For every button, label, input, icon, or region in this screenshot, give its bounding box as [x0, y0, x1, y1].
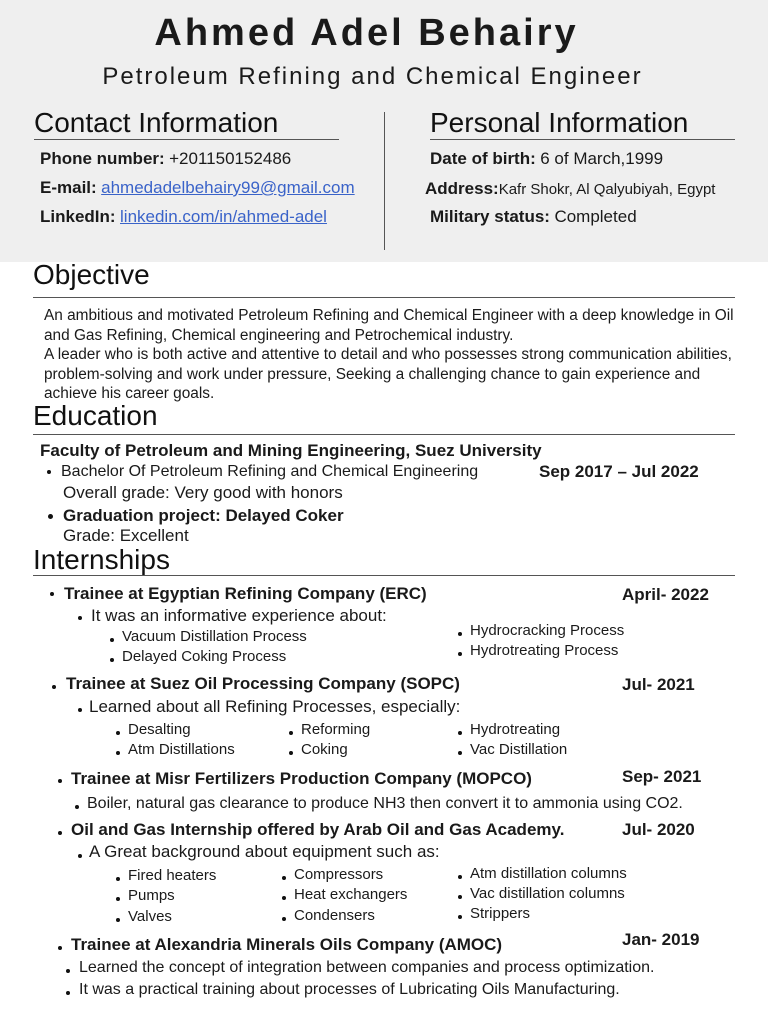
mopco-desc: Boiler, natural gas clearance to produce NH3 then convert it to ammonia using CO2. — [87, 795, 683, 812]
academy-item: Fired heaters — [128, 867, 217, 884]
academy-item: Heat exchangers — [294, 886, 408, 903]
erc-item: Hydrotreating Process — [470, 642, 619, 659]
bullet-icon — [78, 854, 82, 858]
contact-heading: Contact Information — [34, 107, 279, 138]
erc-item: Delayed Coking Process — [122, 648, 287, 665]
email-row — [40, 178, 355, 198]
bullet-icon — [78, 616, 82, 620]
erc-date: April- 2022 — [622, 585, 709, 604]
education-degree: Bachelor Of Petroleum Refining and Chemical Engineering — [61, 463, 479, 480]
mopco-title: Trainee at Misr Fertilizers Production Company (MOPCO) — [71, 769, 532, 788]
education-project: Graduation project: Delayed Coker — [63, 506, 344, 525]
bullet-icon — [58, 831, 62, 835]
internships-heading: Internships — [33, 544, 170, 575]
dob-label: Date of birth: — [430, 149, 536, 168]
objective-rule — [33, 297, 735, 298]
sopc-title: Trainee at Suez Oil Processing Company (SOPC) — [66, 674, 460, 693]
academy-item: Atm distillation columns — [470, 865, 627, 882]
bullet-icon — [66, 969, 70, 973]
bullet-icon — [116, 731, 120, 735]
bullet-icon — [116, 877, 120, 881]
military-row — [430, 207, 637, 227]
bullet-icon — [78, 708, 82, 712]
military-label: Military status: — [430, 207, 550, 226]
academy-item: Condensers — [294, 907, 375, 924]
bullet-icon — [52, 685, 56, 689]
header-divider — [384, 112, 385, 250]
sopc-item: Reforming — [301, 721, 371, 738]
bullet-icon — [458, 751, 462, 755]
amoc-desc-2: It was a practical training about processes of Lubricating Oils Manufacturing. — [79, 981, 620, 998]
bullet-icon — [289, 731, 293, 735]
academy-date: Jul- 2020 — [622, 820, 695, 839]
military-value: Completed — [554, 207, 637, 226]
erc-item: Vacuum Distillation Process — [122, 628, 307, 645]
bullet-icon — [66, 991, 70, 995]
sopc-item: Vac Distillation — [470, 741, 568, 758]
dob-row — [430, 149, 663, 169]
objective-heading: Objective — [33, 259, 150, 290]
phone-label: Phone number: — [40, 149, 165, 168]
sopc-item: Atm Distillations — [128, 741, 235, 758]
bullet-icon — [110, 658, 114, 662]
candidate-name: Ahmed Adel Behairy — [154, 12, 579, 54]
bullet-icon — [116, 918, 120, 922]
erc-intro: It was an informative experience about: — [91, 606, 387, 625]
objective-paragraph-1: An ambitious and motivated Petroleum Refining and Chemical Engineer with a deep knowledge in Oil and Gas Refining, Chemical engineering and Petrochemical industry. — [44, 307, 734, 344]
amoc-title: Trainee at Alexandria Minerals Oils Company (AMOC) — [71, 935, 503, 954]
academy-title: Oil and Gas Internship offered by Arab Oil and Gas Academy. — [71, 820, 565, 839]
email-link[interactable]: ahmedadelbehairy99@gmail.com — [101, 178, 355, 197]
education-school: Faculty of Petroleum and Mining Engineering, Suez University — [40, 441, 542, 460]
education-heading: Education — [33, 400, 158, 431]
sopc-date: Jul- 2021 — [622, 675, 695, 694]
bullet-icon — [110, 638, 114, 642]
sopc-item: Coking — [301, 741, 348, 758]
internships-rule — [33, 575, 735, 576]
education-dates: Sep 2017 – Jul 2022 — [539, 462, 699, 481]
personal-heading: Personal Information — [430, 107, 689, 138]
education-grade: Overall grade: Very good with honors — [63, 483, 343, 502]
erc-item: Hydrocracking Process — [470, 622, 625, 639]
bullet-icon — [58, 946, 62, 950]
academy-item: Strippers — [470, 905, 531, 922]
bullet-icon — [458, 632, 462, 636]
linkedin-link[interactable]: linkedin.com/in/ahmed-adel — [120, 207, 327, 226]
phone-row — [40, 149, 291, 169]
linkedin-row — [40, 207, 327, 227]
candidate-title: Petroleum Refining and Chemical Engineer — [102, 63, 643, 90]
address-label: Address: — [425, 179, 499, 198]
amoc-date: Jan- 2019 — [622, 930, 700, 949]
academy-intro: A Great background about equipment such as: — [89, 842, 440, 861]
linkedin-label: LinkedIn: — [40, 207, 116, 226]
academy-item: Vac distillation columns — [470, 885, 625, 902]
bullet-icon — [48, 514, 53, 519]
email-label: E-mail: — [40, 178, 97, 197]
phone-value: +201150152486 — [169, 149, 292, 168]
bullet-icon — [116, 897, 120, 901]
bullet-icon — [289, 751, 293, 755]
address-row — [425, 179, 715, 199]
academy-item: Pumps — [128, 887, 175, 904]
education-project-grade: Grade: Excellent — [63, 526, 189, 545]
contact-heading-rule — [34, 139, 339, 140]
sopc-item: Hydrotreating — [470, 721, 561, 738]
bullet-icon — [458, 731, 462, 735]
bullet-icon — [47, 470, 51, 474]
bullet-icon — [458, 915, 462, 919]
mopco-date: Sep- 2021 — [622, 767, 702, 786]
personal-heading-rule — [430, 139, 735, 140]
erc-title: Trainee at Egyptian Refining Company (ERC) — [64, 584, 427, 603]
bullet-icon — [282, 896, 286, 900]
amoc-desc-1: Learned the concept of integration between companies and process optimization. — [79, 959, 655, 976]
academy-item: Compressors — [294, 866, 384, 883]
dob-value: 6 of March,1999 — [540, 149, 664, 168]
address-value: Kafr Shokr, Al Qalyubiyah, Egypt — [498, 181, 716, 198]
objective-paragraph-2: A leader who is both active and attentive to detail and who possesses strong communication abilities, problem-solving and work under pressure, Seeking a challenging chance to gain experience and achieve his career goals. — [44, 346, 732, 402]
academy-item: Valves — [128, 908, 172, 925]
bullet-icon — [282, 917, 286, 921]
education-rule — [33, 434, 735, 435]
bullet-icon — [458, 875, 462, 879]
bullet-icon — [116, 751, 120, 755]
bullet-icon — [282, 876, 286, 880]
sopc-item: Desalting — [128, 721, 191, 738]
bullet-icon — [458, 652, 462, 656]
bullet-icon — [58, 779, 62, 783]
bullet-icon — [458, 895, 462, 899]
bullet-icon — [75, 805, 79, 809]
sopc-intro: Learned about all Refining Processes, especially: — [89, 697, 461, 716]
bullet-icon — [50, 592, 54, 596]
